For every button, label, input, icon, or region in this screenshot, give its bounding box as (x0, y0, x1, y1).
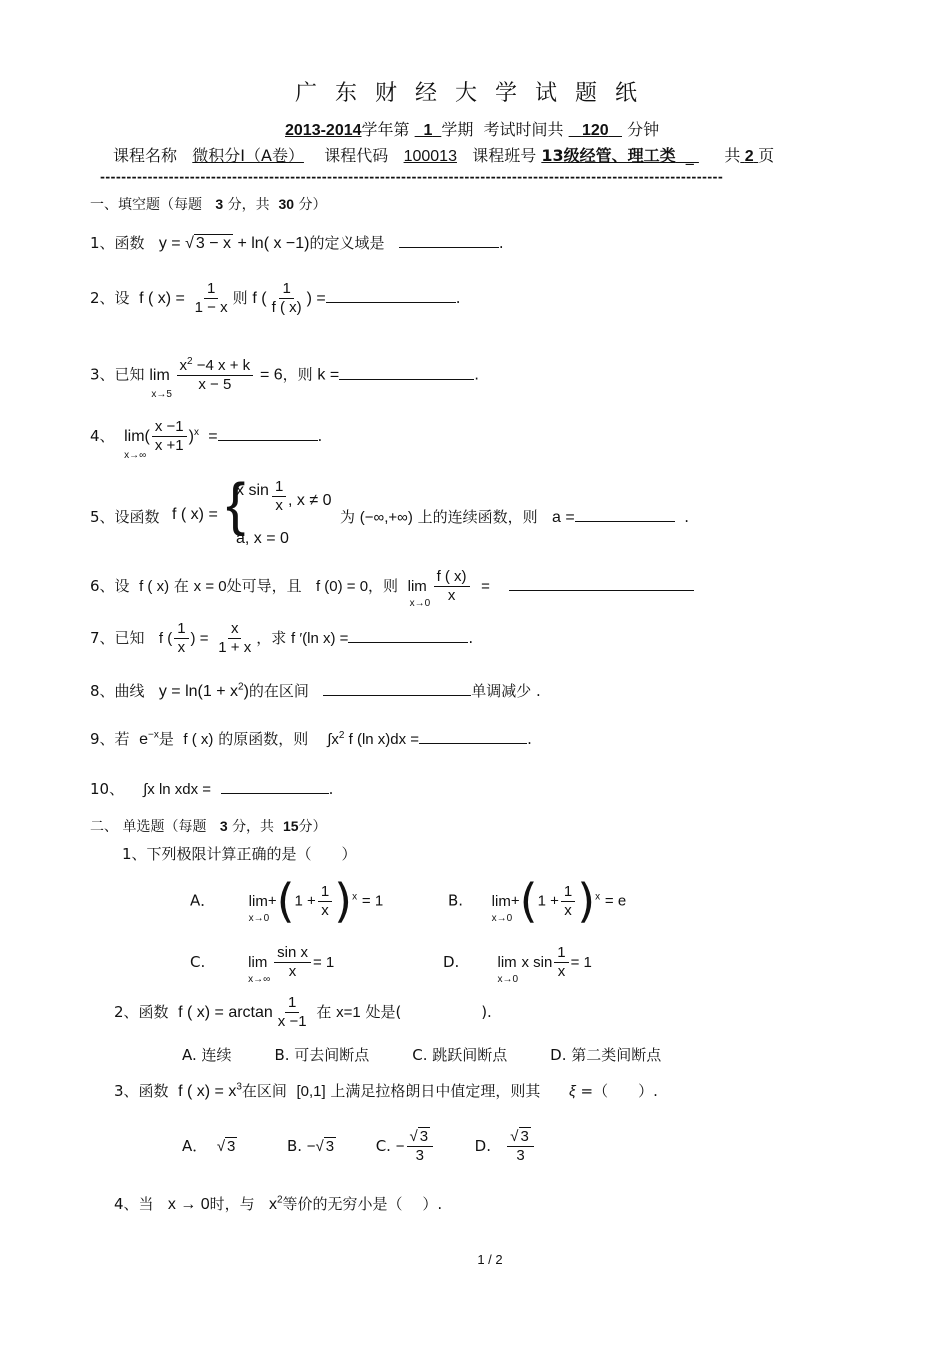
question-9: 9、若 $e^{-x}$是 f ( x) 的原函数，则 $\int x^2$ f (ln x)dx = . (90, 729, 532, 748)
question-6: 6、设 f ( x) 在 x = 0处可导，且 f (0) = 0，则 lim x→0 $\frac{f ( x)}{x}$ = (90, 568, 694, 605)
section1-heading: 一、填空题（每题 3 分，共 30 分） (90, 196, 327, 213)
mc-question-3: 3、函数 f ( $x) = x^3$在区间 [0,1] 上满足拉格朗日中值定理，则其 ξ =（ ）. (114, 1081, 658, 1100)
mc3-options: A． √ 3 B. −√ 3 C. − $\frac{√ 3}{3}$ D. $\frac{√ 3}{3}$ (182, 1128, 536, 1165)
course-line: 课程名称 微积分Ⅰ（A卷） 课程代码 100013 课程班号 13级经管、理工类 _ 共 2 页 (113, 146, 775, 165)
mc-question-1: 1、下列极限计算正确的是（ ） (122, 845, 357, 863)
mc-question-2: 2、函数 f ( x) = arctan $\frac{1}{x -1}$ 在 x=1 处是( ). (114, 994, 492, 1030)
mc2-options: A. 连续 B. 可去间断点 C. 跳跃间断点 D. 第二类间断点 (182, 1046, 662, 1064)
mc-question-4: 4、当 x → 0时，与 $x^2$等价的无穷小是（ ）. (114, 1194, 443, 1213)
question-10: 10、 ∫x ln xdx = . (90, 780, 334, 798)
page-number: 1 / 2 (477, 1252, 503, 1267)
question-1: 1、函数 y = √ 3 − x + ln( x −1)的定义域是 . (90, 234, 504, 252)
mc1-option-c: C. lim x→∞ $\frac{\text{sin x}}{x}$ = 1 (190, 944, 335, 985)
question-3: 3、已知 lim x→5 $\frac{x^2 -4 x + k}{x - 5}$ = 6，则 k = . (90, 356, 479, 400)
term-line: 2013-2014学年第 1 学期 考试时间共 120 分钟 (285, 120, 660, 139)
mc1-option-d: D. lim x→0 x sin $\frac{1}{x}$ = 1 (443, 944, 592, 985)
question-5: 5、设函数 f ( x) = { x sin $\frac{1}{x}$ , x ≠ 0 a, x = 0 为 (−∞,+∞) 上的连续函数，则 a = . (90, 472, 689, 547)
mc1-option-b: B. lim x→0 +(1 + $\frac{1}{x}$ )$^x$ = e (448, 874, 627, 928)
page-title: 广东财经大学试题纸 (294, 81, 655, 106)
divider: ---------------------------------------------------------------------------------------------------------------------- (100, 170, 724, 184)
section2-heading: 二、 单选题（每题 3 分，共 15分） (90, 818, 327, 835)
question-4: 4、 lim x→∞ ( $\frac{x -1}{x +1}$ )$^x$ = . (90, 418, 323, 461)
mc1-option-a: A． lim x→0 +(1 + $\frac{1}{x}$ )$^x$ = 1 (190, 874, 384, 928)
question-7: 7、已知 f ( $\frac{1}{x}$ ) = $\frac{x}{1 + x}$ ，求 f ′(ln x) = . (90, 620, 474, 656)
question-8: 8、曲线 $y = \ln(1 + x^2)$的在区间 单调减少 . (90, 681, 541, 700)
question-2: 2、设 f ( x) = $\frac{1}{1 - x}$ 则 f ( $\frac{1}{f ( x)}$ ) = . (90, 280, 461, 316)
